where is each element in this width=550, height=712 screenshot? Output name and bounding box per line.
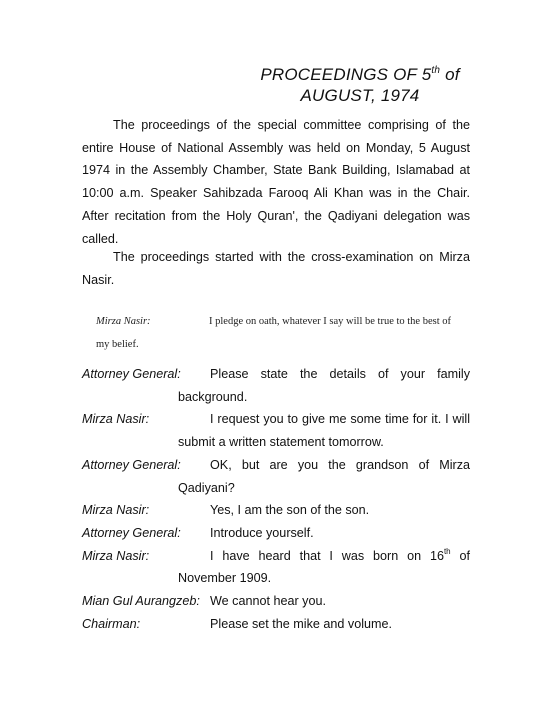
oath-speaker: Mirza Nasir: (96, 316, 151, 327)
speech-text: I request you to give me some time for it. I will submit a written statement tomorrow. (178, 412, 470, 450)
oath-line-1 (96, 310, 466, 333)
document-title (230, 64, 490, 106)
speech-text: Please set the mike and volume. (210, 616, 393, 631)
title-line-2: AUGUST, 1974 (300, 86, 420, 105)
speaker-name: Mirza Nasir: (82, 412, 150, 427)
speech-text: Please state the details of your family background. (178, 367, 470, 404)
intro-paragraph-2: The proceedings started with the cross-examination on Mirza Nasir. (82, 250, 470, 287)
speech-text-after: of November 1909. (178, 548, 470, 586)
speaker-name: Chairman: (82, 616, 141, 631)
dialogue-list (82, 363, 470, 635)
dialogue-row (82, 522, 470, 545)
dialogue-row (82, 613, 470, 636)
title-line-1 (230, 64, 490, 85)
speech-text: Yes, I am the son of the son. (210, 503, 370, 518)
speech-text-before: I have heard that I was born on 16 (210, 548, 444, 563)
intro-paragraph: The proceedings of the special committee comprising of the entire House of National Assembly was held on Monday, 5 August 1974 in the Assembly Chamber, State Bank Building, Islamabad at 10:00 a.m. Speaker Sahibzada Farooq Ali Khan was in the Chair. After recitation from the Holy Quran', the Qadiyani delegation was called. (82, 118, 470, 246)
speech-text (178, 545, 470, 590)
speaker-name: Mirza Nasir: (82, 548, 150, 563)
speaker-name: Mirza Nasir: (82, 503, 150, 518)
dialogue-row (82, 454, 470, 499)
speech-text: OK, but are you the grandson of Mirza Qadiyani? (178, 457, 470, 495)
dialogue-row (82, 363, 470, 408)
dialogue-row (82, 408, 470, 453)
speaker-name: Mian Gul Aurangzeb: (82, 594, 200, 609)
dialogue-row (82, 545, 470, 590)
speaker-name: Attorney General: (82, 525, 181, 540)
dialogue-row (82, 590, 470, 613)
title-prefix: PROCEEDINGS OF 5 (260, 65, 432, 84)
title-suffix: of (440, 65, 460, 84)
oath-text-1: I pledge on oath, whatever I say will be true to the best of (209, 316, 452, 327)
speech-superscript: th (443, 546, 451, 556)
oath-line-2: my belief. (96, 339, 139, 350)
speech-text: We cannot hear you. (210, 594, 326, 609)
speech-text: Introduce yourself. (210, 525, 314, 540)
speaker-name: Attorney General: (82, 457, 181, 472)
speaker-name: Attorney General: (82, 367, 181, 381)
oath-statement (96, 310, 466, 356)
title-superscript: th (431, 65, 441, 76)
dialogue-row (82, 499, 470, 522)
